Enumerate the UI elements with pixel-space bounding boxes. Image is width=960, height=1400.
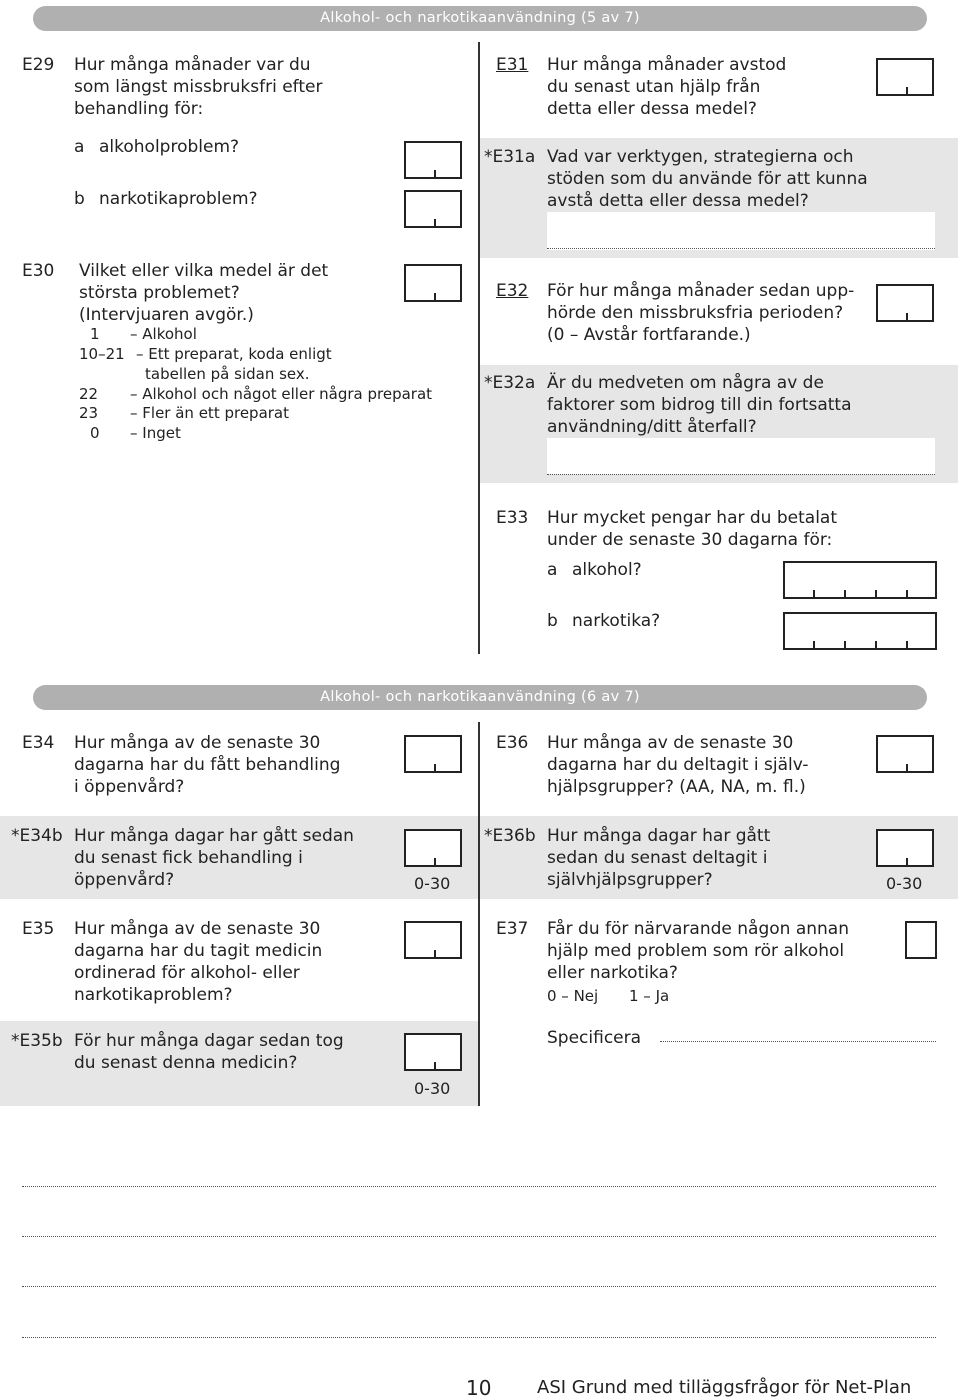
e31a-answer-line — [547, 248, 935, 249]
e36-line-3: hjälpsgrupper? (AA, NA, m. fl.) — [547, 777, 806, 797]
e34b-range-label: 0-30 — [414, 874, 451, 893]
e36b-line-2: sedan du senast deltagit i — [547, 848, 768, 868]
e32a-answer-field[interactable] — [547, 438, 935, 474]
e36b-line-1: Hur många dagar har gått — [547, 826, 771, 846]
question-number-e34b: *E34b — [11, 826, 63, 846]
footer-title: ASI Grund med tilläggsfrågor för Net-Plan — [537, 1377, 912, 1398]
e37-specify-label: Specificera — [547, 1028, 642, 1048]
e29-a-text: alkoholproblem? — [99, 137, 240, 157]
e33-a-label: a — [547, 560, 558, 580]
e35b-range-label: 0-30 — [414, 1079, 451, 1098]
e32a-line-2: faktorer som bidrog till din fortsatta — [547, 395, 852, 415]
e29-line-3: behandling för: — [74, 99, 204, 119]
column-divider-bottom — [478, 722, 480, 1106]
question-number-e33: E33 — [496, 508, 529, 528]
e34-input-box[interactable] — [404, 735, 462, 773]
e30-option-code: 0 — [90, 424, 100, 442]
e35b-input-box[interactable] — [404, 1033, 462, 1071]
question-number-e37: E37 — [496, 919, 529, 939]
question-number-e32: E32 — [496, 281, 529, 301]
e30-option-text: – Alkohol och något eller några preparat — [130, 385, 433, 403]
e37-option-0: 0 – Nej — [547, 987, 599, 1005]
e31a-line-3: avstå detta eller dessa medel? — [547, 191, 809, 211]
e37-line-2: hjälp med problem som rör alkohol — [547, 941, 845, 961]
question-number-e30: E30 — [22, 261, 55, 281]
answer-line[interactable] — [22, 1337, 936, 1338]
e33-line-1: Hur mycket pengar har du betalat — [547, 508, 838, 528]
answer-line[interactable] — [22, 1236, 936, 1237]
e31-line-3: detta eller dessa medel? — [547, 99, 757, 119]
e30-option-text: – Inget — [130, 424, 181, 442]
e32-line-3: (0 – Avstår fortfarande.) — [547, 325, 751, 345]
e33b-amount-box[interactable] — [783, 612, 937, 650]
e30-option-text: – Alkohol — [130, 325, 197, 343]
section-banner-top: Alkohol- och narkotikaanvändning (5 av 7) — [33, 6, 927, 31]
e29-line-2: som längst missbruksfri efter — [74, 77, 323, 97]
answer-line[interactable] — [22, 1186, 936, 1187]
question-number-e31a: *E31a — [484, 147, 536, 167]
e31a-line-2: stöden som du använde för att kunna — [547, 169, 868, 189]
e37-line-3: eller narkotika? — [547, 963, 678, 983]
e29a-input-box[interactable] — [404, 141, 462, 179]
e35b-line-2: du senast denna medicin? — [74, 1053, 298, 1073]
e29-line-1: Hur många månader var du — [74, 55, 311, 75]
e32-line-2: hörde den missbruksfria perioden? — [547, 303, 844, 323]
e30-line-2: största problemet? — [79, 283, 240, 303]
e35-line-1: Hur många av de senaste 30 — [74, 919, 321, 939]
e33-b-text: narkotika? — [572, 611, 661, 631]
e34b-line-3: öppenvård? — [74, 870, 175, 890]
question-number-e36: E36 — [496, 733, 529, 753]
e36b-range-label: 0-30 — [886, 874, 923, 893]
answer-line[interactable] — [22, 1286, 936, 1287]
e34-line-1: Hur många av de senaste 30 — [74, 733, 321, 753]
e35b-line-1: För hur många dagar sedan tog — [74, 1031, 344, 1051]
e32-line-1: För hur många månader sedan upp- — [547, 281, 855, 301]
e29-a-label: a — [74, 137, 85, 157]
question-number-e35: E35 — [22, 919, 55, 939]
e37-option-1: 1 – Ja — [629, 987, 670, 1005]
e34-line-3: i öppenvård? — [74, 777, 185, 797]
e30-line-1: Vilket eller vilka medel är det — [79, 261, 329, 281]
question-number-e29: E29 — [22, 55, 55, 75]
e34b-input-box[interactable] — [404, 829, 462, 867]
e31a-answer-field[interactable] — [547, 212, 935, 250]
e31-line-2: du senast utan hjälp från — [547, 77, 761, 97]
e31-input-box[interactable] — [876, 58, 934, 96]
page-number: 10 — [466, 1376, 492, 1400]
e29b-input-box[interactable] — [404, 190, 462, 228]
e29-b-label: b — [74, 189, 85, 209]
e36b-input-box[interactable] — [876, 829, 934, 867]
column-divider — [478, 42, 480, 654]
e33-b-label: b — [547, 611, 558, 631]
e37-line-1: Får du för närvarande någon annan — [547, 919, 849, 939]
e36-line-2: dagarna har du deltagit i själv- — [547, 755, 809, 775]
e36-input-box[interactable] — [876, 735, 934, 773]
e33-a-text: alkohol? — [572, 560, 642, 580]
e32a-line-3: användning/ditt återfall? — [547, 417, 757, 437]
e34-line-2: dagarna har du fått behandling — [74, 755, 341, 775]
e35-line-4: narkotikaproblem? — [74, 985, 233, 1005]
e35-line-2: dagarna har du tagit medicin — [74, 941, 323, 961]
e32a-line-1: Är du medveten om några av de — [547, 373, 824, 393]
e30-option-code: 22 — [79, 385, 99, 403]
e35-line-3: ordinerad för alkohol- eller — [74, 963, 300, 983]
section-banner-mid: Alkohol- och narkotikaanvändning (6 av 7) — [33, 685, 927, 710]
question-number-e36b: *E36b — [484, 826, 536, 846]
e30-line-3: (Intervjuaren avgör.) — [79, 305, 254, 325]
e30-input-box[interactable] — [404, 264, 462, 302]
question-number-e34: E34 — [22, 733, 55, 753]
e30-option-text: – Ett preparat, koda enligt — [136, 345, 332, 363]
e36-line-1: Hur många av de senaste 30 — [547, 733, 794, 753]
e34b-line-2: du senast fick behandling i — [74, 848, 303, 868]
question-number-e32a: *E32a — [484, 373, 536, 393]
e30-option-text: tabellen på sidan sex. — [145, 365, 310, 383]
question-number-e35b: *E35b — [11, 1031, 63, 1051]
e30-option-code: 1 — [90, 325, 100, 343]
e37-input-box[interactable] — [905, 921, 937, 959]
e37-specify-line[interactable] — [660, 1041, 936, 1042]
e36b-line-3: självhjälpsgrupper? — [547, 870, 713, 890]
e31-line-1: Hur många månader avstod — [547, 55, 787, 75]
e30-option-code: 23 — [79, 404, 99, 422]
e32a-answer-line — [547, 474, 935, 475]
e35-input-box[interactable] — [404, 921, 462, 959]
e33a-amount-box[interactable] — [783, 561, 937, 599]
e32-input-box[interactable] — [876, 284, 934, 322]
e33-line-2: under de senaste 30 dagarna för: — [547, 530, 833, 550]
e29-b-text: narkotikaproblem? — [99, 189, 258, 209]
e30-option-text: – Fler än ett preparat — [130, 404, 290, 422]
e34b-line-1: Hur många dagar har gått sedan — [74, 826, 354, 846]
e31a-line-1: Vad var verktygen, strategierna och — [547, 147, 854, 167]
e30-option-code: 10–21 — [79, 345, 125, 363]
question-number-e31: E31 — [496, 55, 529, 75]
